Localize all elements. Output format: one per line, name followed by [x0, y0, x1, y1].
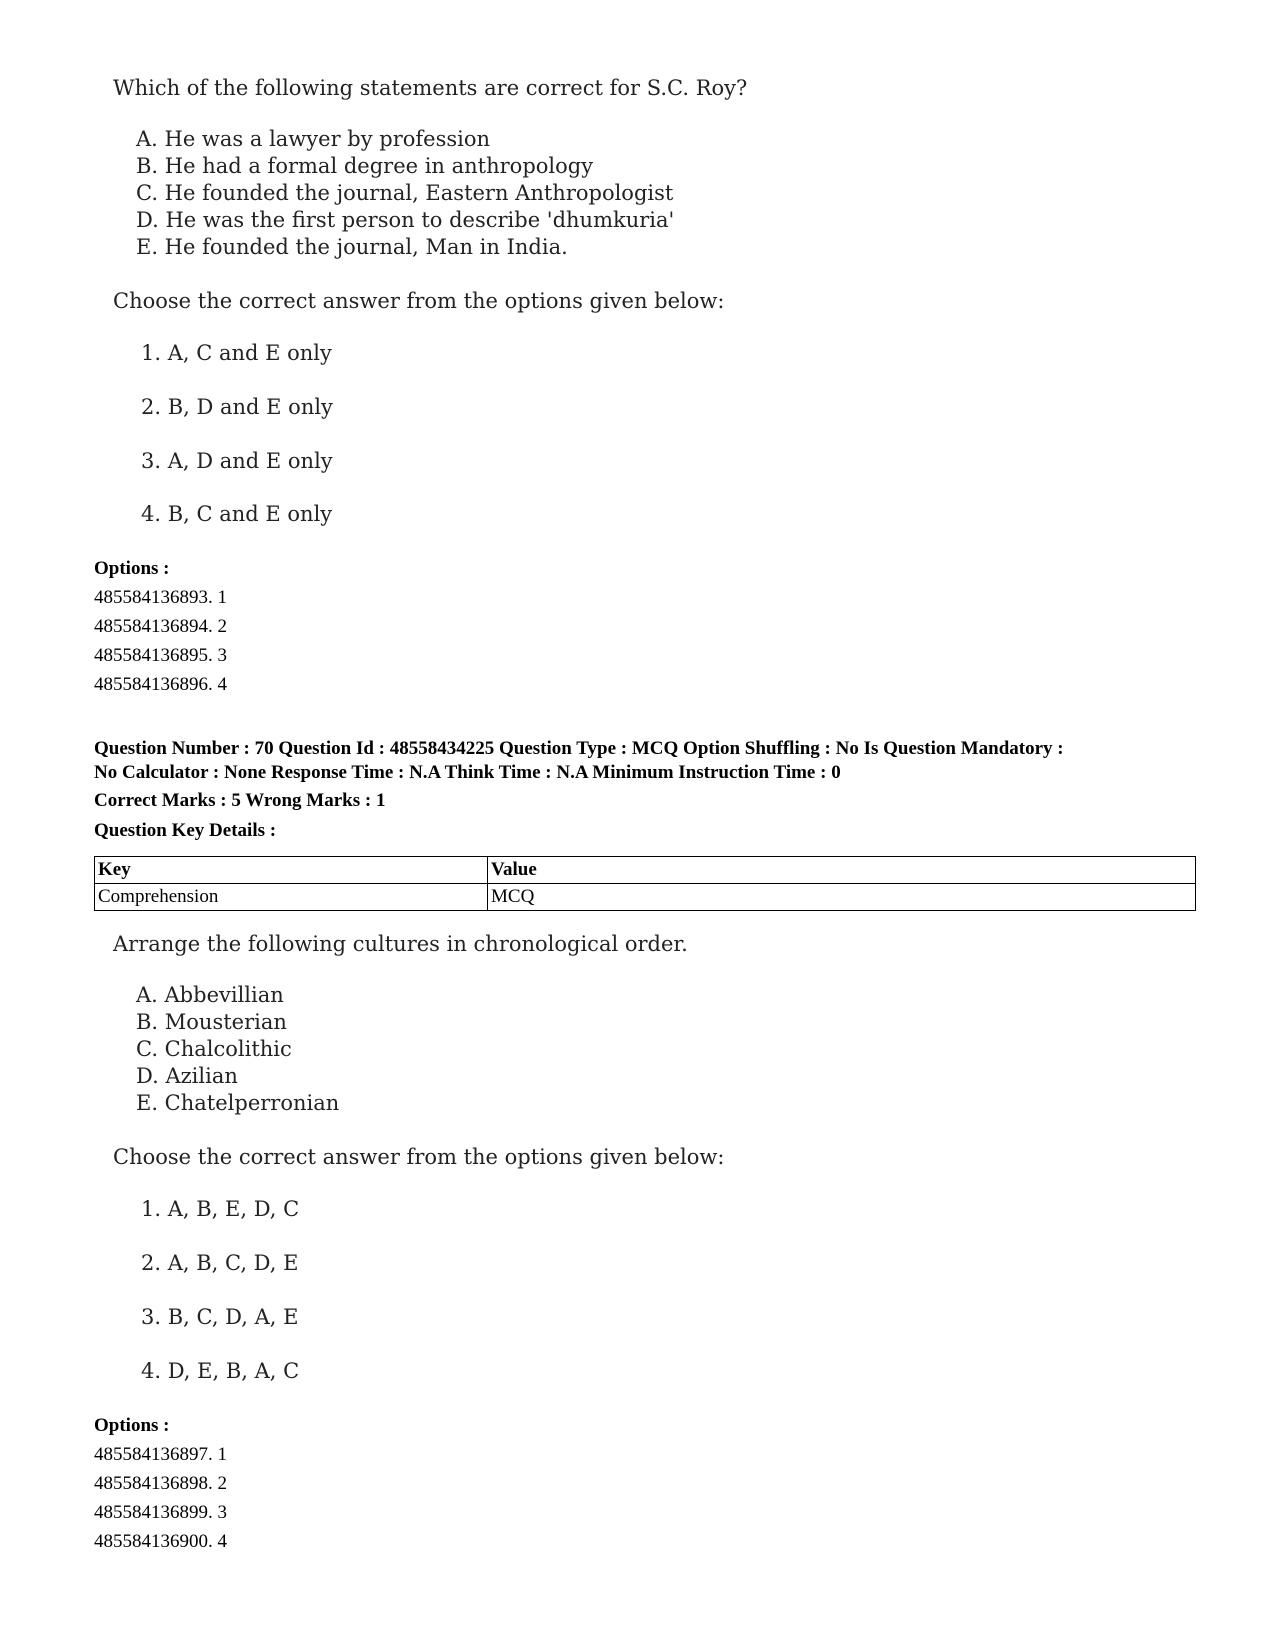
option-id-row: 485584136895. 3 — [94, 645, 227, 666]
option-id-row: 485584136898. 2 — [94, 1473, 227, 1494]
statement-e: E. Chatelperronian — [136, 1091, 340, 1115]
marks-line: Correct Marks : 5 Wrong Marks : 1 — [94, 790, 386, 811]
answer-option-4: 4. B, C and E only — [141, 502, 333, 526]
option-id-row: 485584136900. 4 — [94, 1531, 227, 1552]
table-row — [95, 884, 1196, 911]
question-meta-line1: Question Number : 70 Question Id : 48558434225 Question Type : MCQ Option Shuffling : No Is Question Mandatory : — [94, 738, 1064, 759]
answer-option-3: 3. A, D and E only — [141, 449, 333, 473]
statement-b: B. Mousterian — [136, 1010, 287, 1034]
statement-d: D. He was the first person to describe 'dhumkuria' — [136, 208, 675, 232]
statement-c: C. Chalcolithic — [136, 1037, 292, 1061]
option-id-row: 485584136897. 1 — [94, 1444, 227, 1465]
answer-option-4: 4. D, E, B, A, C — [141, 1359, 300, 1383]
answer-option-1: 1. A, B, E, D, C — [141, 1197, 300, 1221]
table-cell-key: Comprehension — [95, 884, 488, 911]
key-details-heading: Question Key Details : — [94, 820, 277, 841]
question-stem: Which of the following statements are correct for S.C. Roy? — [113, 76, 748, 100]
answer-option-2: 2. B, D and E only — [141, 395, 333, 419]
statement-e: E. He founded the journal, Man in India. — [136, 235, 568, 259]
table-header-value: Value — [488, 857, 1196, 884]
choose-instruction: Choose the correct answer from the options given below: — [113, 1145, 725, 1169]
statement-a: A. He was a lawyer by profession — [136, 127, 491, 151]
options-heading: Options : — [94, 558, 170, 579]
statement-b: B. He had a formal degree in anthropology — [136, 154, 594, 178]
choose-instruction: Choose the correct answer from the options given below: — [113, 289, 725, 313]
option-id-row: 485584136896. 4 — [94, 674, 227, 695]
answer-option-1: 1. A, C and E only — [141, 341, 332, 365]
option-id-row: 485584136899. 3 — [94, 1502, 227, 1523]
answer-option-3: 3. B, C, D, A, E — [141, 1305, 299, 1329]
statement-c: C. He founded the journal, Eastern Anthropologist — [136, 181, 674, 205]
statement-d: D. Azilian — [136, 1064, 238, 1088]
statement-a: A. Abbevillian — [136, 983, 284, 1007]
key-details-table — [94, 856, 1196, 911]
options-heading: Options : — [94, 1415, 170, 1436]
option-id-row: 485584136893. 1 — [94, 587, 227, 608]
table-cell-value: MCQ — [488, 884, 1196, 911]
option-id-row: 485584136894. 2 — [94, 616, 227, 637]
table-header-row — [95, 857, 1196, 884]
table-header-key: Key — [95, 857, 488, 884]
question-meta-line2: No Calculator : None Response Time : N.A Think Time : N.A Minimum Instruction Time : 0 — [94, 762, 841, 783]
question-stem: Arrange the following cultures in chronological order. — [113, 932, 688, 956]
answer-option-2: 2. A, B, C, D, E — [141, 1251, 299, 1275]
